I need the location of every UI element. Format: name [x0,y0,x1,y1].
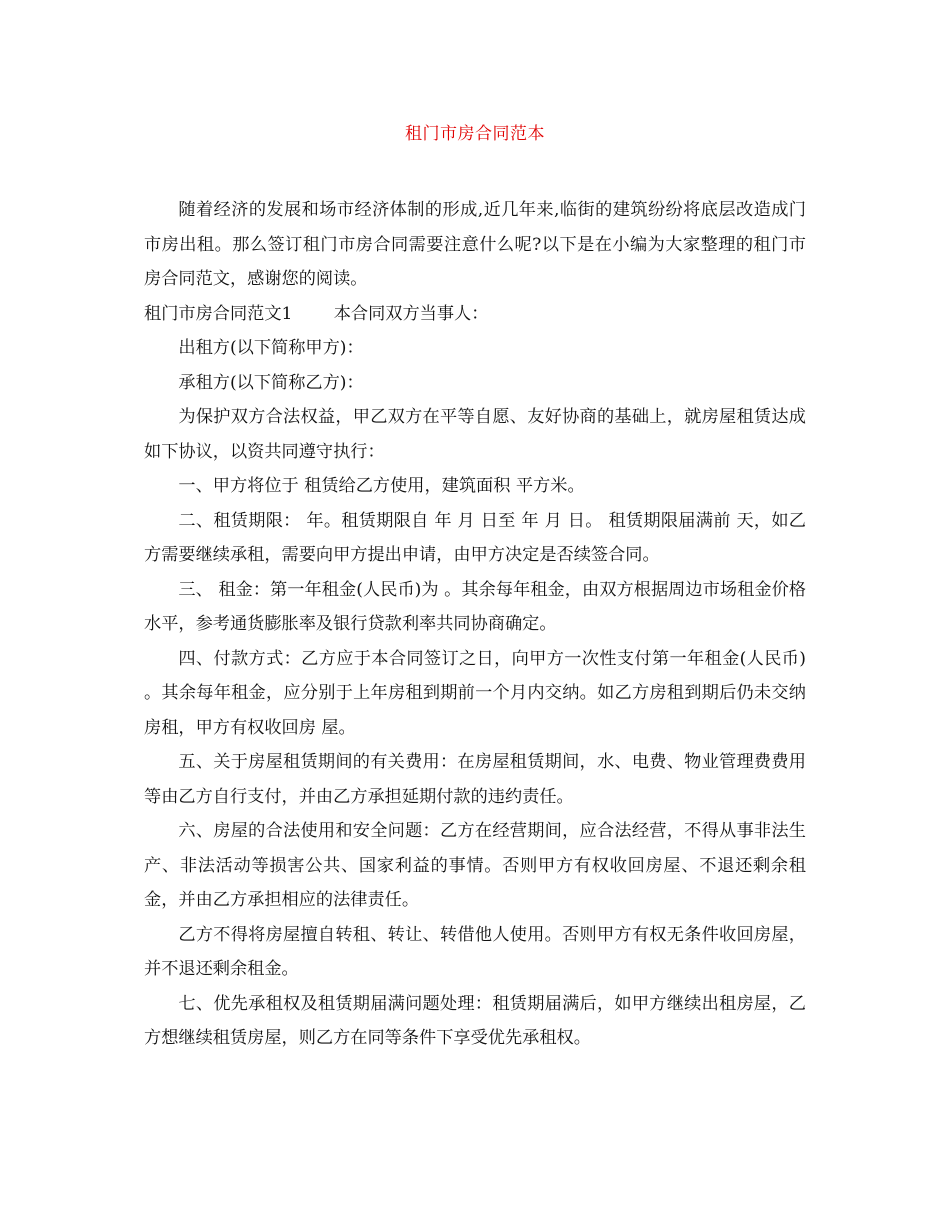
document-body [144,193,806,1056]
clause-paragraph: 七、优先承租权及租赁期届满问题处理：租赁期届满后，如甲方继续出租房屋，乙方想继续租赁房屋，则乙方在同等条件下享受优先承租权。 [144,993,806,1048]
clause-paragraph: 四、付款方式：乙方应于本合同签订之日，向甲方一次性支付第一年租金(人民币) 。其余每年租金，应分别于上年房租到期前一个月内交纳。如乙方房租到期后仍未交纳房租，甲方有权收回房 屋。 [144,648,806,738]
document-title: 租门市房合同范本 [405,124,545,144]
lessor-line: 出租方(以下简称甲方)： [178,338,364,358]
clause-paragraph: 六、房屋的合法使用和安全问题：乙方在经营期间，应合法经营，不得从事非法生产、非法活动等损害公共、国家利益的事情。否则甲方有权收回房屋、不退还剩余租金，并由乙方承担相应的法律责任。 [144,821,806,910]
parties-intro: 本合同双方当事人： [333,303,489,324]
intro-paragraph: 随着经济的发展和场市经济体制的形成,近几年来,临街的建筑纷纷将底层改造成门市房出租。那么签订租门市房合同需要注意什么呢?以下是在小编为大家整理的租门市房合同范文，感谢您的阅读。 [144,200,806,289]
section-heading: 租门市房合同范文1 [144,303,293,324]
clause-paragraph: 五、关于房屋租赁期间的有关费用：在房屋租赁期间，水、电费、物业管理费费用等由乙方自行支付，并由乙方承担延期付款的违约责任。 [144,752,806,807]
clause-paragraph: 三、 租金：第一年租金(人民币)为 。其余每年租金，由双方根据周边市场租金价格水平，参考通货膨胀率及银行贷款利率共同协商确定。 [144,579,806,634]
lessee-line: 承租方(以下简称乙方)： [178,372,364,393]
clause-paragraph: 一、甲方将位于 租赁给乙方使用，建筑面积 平方米。 [178,476,585,496]
clause-paragraph: 二、租赁期限： 年。租赁期限自 年 月 日至 年 月 日。 租赁期限届满前 天，如乙方需要继续承租，需要向甲方提出申请，由甲方决定是否续签合同。 [144,510,806,565]
clause-paragraph: 乙方不得将房屋擅自转租、转让、转借他人使用。否则甲方有权无条件收回房屋，并不退还剩余租金。 [144,924,806,979]
section-line [144,297,806,332]
preamble-paragraph: 为保护双方合法权益，甲乙双方在平等自愿、友好协商的基础上，就房屋租赁达成如下协议，以资共同遵守执行： [144,407,806,462]
